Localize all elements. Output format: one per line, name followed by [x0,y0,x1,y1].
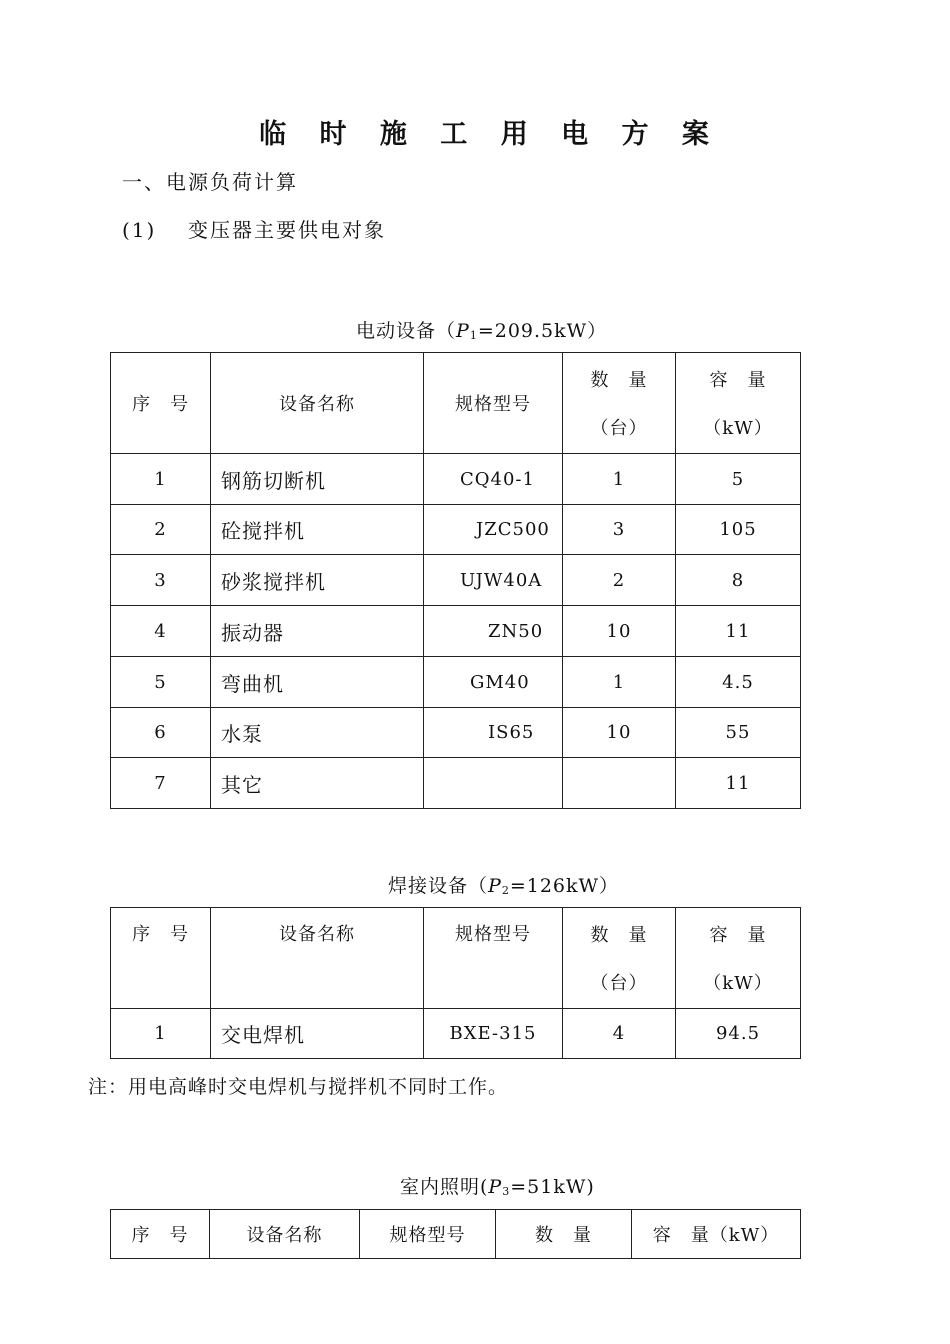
cell-qty: 10 [563,708,676,758]
cell-qty [563,758,676,809]
header-seq: 序 号 [111,1210,210,1259]
cell-spec: BXE-315 [424,1009,563,1059]
sub-heading-number: (1) [122,218,157,242]
cell-cap: 11 [676,606,801,657]
welding-equipment-table [110,907,801,1059]
cell-name: 砼搅拌机 [211,505,424,555]
header-qty: 数 量 （台） [563,353,676,454]
cell-name: 弯曲机 [211,657,424,708]
header-qty: 数 量 （台） [563,908,676,1009]
cell-spec: IS65 [424,708,563,758]
cell-seq: 6 [111,708,211,758]
header-name: 设备名称 [211,908,424,1009]
cell-spec: JZC500 [424,505,563,555]
cell-spec: CQ40-1 [424,454,563,505]
cell-name: 交电焊机 [211,1009,424,1059]
cell-name: 其它 [211,758,424,809]
cell-qty: 2 [563,555,676,606]
cell-spec [424,758,563,809]
header-spec: 规格型号 [360,1210,496,1259]
cell-cap: 55 [676,708,801,758]
header-qty: 数 量 [496,1210,632,1259]
cell-qty: 1 [563,657,676,708]
table-row [111,758,801,809]
table1-caption: 电动设备$(P_1=209.5kW)$ [356,320,608,342]
cell-cap: 94.5 [676,1009,801,1059]
table2-caption: 焊接设备$(P_2=126kW)$ [388,875,620,897]
header-spec: 规格型号 [424,908,563,1009]
cell-cap: 105 [676,505,801,555]
sub-heading [122,214,386,243]
cell-qty: 10 [563,606,676,657]
cell-name: 砂浆搅拌机 [211,555,424,606]
electric-equipment-table [110,352,801,809]
sub-heading-text: 变压器主要供电对象 [188,218,386,242]
cell-spec: GM40 [424,657,563,708]
note-text: 注：用电高峰时交电焊机与搅拌机不同时工作。 [88,1076,509,1098]
table-row [111,555,801,606]
header-spec: 规格型号 [424,353,563,454]
cell-cap: 8 [676,555,801,606]
cell-name: 振动器 [211,606,424,657]
header-seq: 序 号 [111,908,211,1009]
cell-seq: 1 [111,454,211,505]
table-header-row [111,908,801,1009]
cell-cap: 5 [676,454,801,505]
lighting-table [110,1209,801,1259]
table-header-row [111,353,801,454]
table3-caption: 室内照明$(P_3=51kW)$ [400,1176,595,1198]
cell-name: 钢筋切断机 [211,454,424,505]
cell-seq: 5 [111,657,211,708]
cell-cap: 4.5 [676,657,801,708]
table-row [111,1009,801,1059]
header-name: 设备名称 [211,353,424,454]
header-cap: 容 量 （kW） [676,908,801,1009]
cell-cap: 11 [676,758,801,809]
cell-spec: UJW40A [424,555,563,606]
cell-qty: 1 [563,454,676,505]
header-seq: 序 号 [111,353,211,454]
cell-name: 水泵 [211,708,424,758]
header-cap: 容 量 （kW） [676,353,801,454]
cell-qty: 4 [563,1009,676,1059]
cell-spec: ZN50 [424,606,563,657]
page-title: 临 时 施 工 用 电 方 案 [259,119,721,150]
table-row [111,657,801,708]
header-name: 设备名称 [210,1210,360,1259]
cell-seq: 3 [111,555,211,606]
table-row [111,505,801,555]
table-row [111,454,801,505]
table-row [111,606,801,657]
cell-qty: 3 [563,505,676,555]
table-row [111,708,801,758]
table-header-row [111,1210,801,1259]
section-heading: 一、电源负荷计算 [122,170,298,194]
cell-seq: 4 [111,606,211,657]
header-cap: 容 量（kW） [632,1210,801,1259]
cell-seq: 7 [111,758,211,809]
cell-seq: 2 [111,505,211,555]
cell-seq: 1 [111,1009,211,1059]
